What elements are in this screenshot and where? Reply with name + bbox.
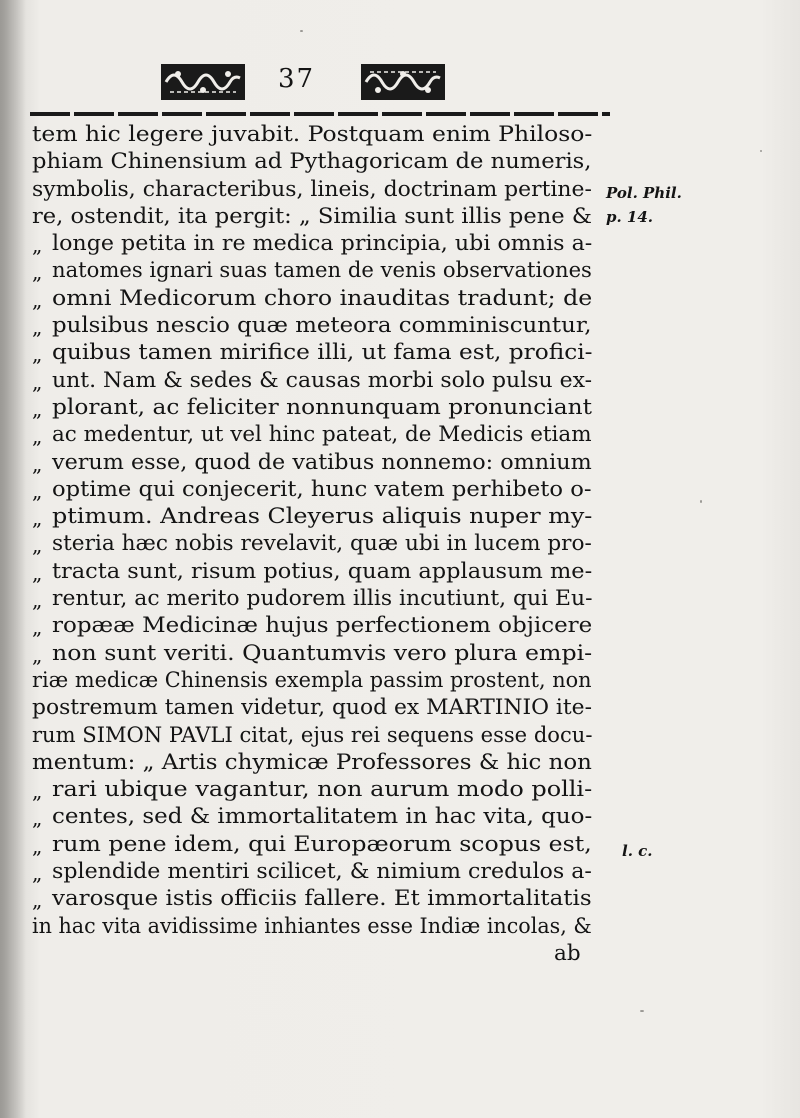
line-text: unt. Nam & sedes & causas morbi solo pulsu ex- [52, 367, 592, 393]
page-number: 37 [278, 64, 316, 94]
text-line [32, 913, 592, 940]
text-line [32, 503, 592, 530]
line-text: varosque istis officiis fallere. Et immortalitatis [52, 886, 592, 912]
text-line [32, 203, 592, 230]
text-line [32, 476, 592, 503]
line-text: ac medentur, ut vel hinc pateat, de Medicis etiam [52, 422, 592, 448]
line-text: ab [554, 940, 581, 966]
text-line [32, 530, 592, 557]
line-text: phiam Chinensium ad Pythagoricam de numeris, [32, 149, 592, 175]
quote-mark-icon: „ [32, 424, 43, 449]
text-line [32, 612, 592, 639]
text-line [32, 749, 592, 776]
quote-mark-icon: „ [32, 315, 43, 340]
quote-mark-icon: „ [32, 642, 43, 667]
text-line [32, 558, 592, 585]
quote-mark-icon: „ [32, 478, 43, 503]
text-line [32, 722, 592, 749]
quote-mark-icon: „ [32, 287, 43, 312]
line-text: rum SIMON PAVLI citat, ejus rei sequens esse docu- [32, 722, 593, 748]
line-text: longe petita in re medica principia, ubi omnis a- [52, 231, 593, 257]
line-text: plorant, ac feliciter nonnunquam pronunciant [52, 394, 592, 420]
text-line [32, 694, 592, 721]
line-text: omni Medicorum choro inauditas tradunt; de [52, 285, 593, 311]
line-text: symbolis, characteribus, lineis, doctrinam pertine- [32, 176, 592, 202]
quote-mark-icon: „ [32, 615, 43, 640]
text-line [32, 312, 592, 339]
quote-mark-icon: „ [32, 369, 43, 394]
quote-mark-icon: „ [32, 560, 43, 585]
text-line [32, 148, 592, 175]
quote-mark-icon: „ [32, 533, 43, 558]
text-line [32, 257, 592, 284]
quote-mark-icon: „ [32, 233, 43, 258]
text-line [32, 367, 592, 394]
line-text: mentum: „ Artis chymicæ Professores & hic non [32, 749, 592, 775]
line-text: tracta sunt, risum potius, quam applausum me- [52, 558, 593, 584]
paper-speck [640, 1010, 644, 1012]
body-text [32, 121, 592, 967]
quote-mark-icon: „ [32, 588, 43, 613]
quote-mark-icon: „ [32, 451, 43, 476]
line-text: ptimum. Andreas Cleyerus aliquis nuper my- [52, 504, 593, 530]
text-line [32, 885, 592, 912]
text-line [32, 421, 592, 448]
quote-mark-icon: „ [32, 396, 43, 421]
quote-mark-icon: „ [32, 861, 43, 886]
paper-speck [760, 150, 762, 152]
text-line [32, 285, 592, 312]
text-line [32, 121, 592, 148]
header-rule [30, 112, 610, 116]
line-text: tem hic legere juvabit. Postquam enim Philoso- [32, 122, 593, 147]
quote-mark-icon: „ [32, 833, 43, 858]
line-text: ropææ Medicinæ hujus perfectionem objicere [52, 613, 593, 639]
page-header [160, 58, 460, 106]
quote-mark-icon: „ [32, 342, 43, 367]
text-line [32, 803, 592, 830]
line-text: non sunt veriti. Quantumvis vero plura empi- [52, 640, 593, 666]
line-text: rum pene idem, qui Europæorum scopus est, [52, 831, 592, 857]
line-text: steria hæc nobis revelavit, quæ ubi in lucem pro- [52, 531, 592, 557]
text-line [32, 831, 592, 858]
paper-speck [700, 500, 702, 503]
line-text: rentur, ac merito pudorem illis incutiunt, qui Eu- [52, 586, 593, 612]
quote-mark-icon: „ [32, 888, 43, 913]
quote-mark-icon: „ [32, 506, 43, 531]
paper-speck [300, 30, 303, 32]
line-text: rari ubique vagantur, non aurum modo polli- [52, 777, 593, 803]
line-text: verum esse, quod de vatibus nonnemo: omnium [52, 449, 592, 475]
line-text: centes, sed & immortalitatem in hac vita, quo- [52, 804, 593, 830]
line-text: natomes ignari suas tamen de venis observationes [52, 258, 592, 284]
text-line [32, 940, 592, 967]
quote-mark-icon: „ [32, 806, 43, 831]
left-ornament-icon [160, 62, 246, 102]
text-line [32, 394, 592, 421]
line-text: re, ostendit, ita pergit: „ Similia sunt illis pene & [32, 203, 592, 229]
quote-mark-icon: „ [32, 260, 43, 285]
line-text: splendide mentiri scilicet, & nimium credulos a- [52, 859, 592, 885]
text-line [32, 230, 592, 257]
line-text: pulsibus nescio quæ meteora comminiscuntur, [52, 313, 592, 339]
line-text: postremum tamen videtur, quod ex MARTINIO ite- [32, 695, 592, 721]
text-line [32, 449, 592, 476]
text-line [32, 339, 592, 366]
margin-note: Pol. Phil. [606, 184, 682, 202]
right-ornament-icon [360, 62, 446, 102]
line-text: optime qui conjecerit, hunc vatem perhibeto o- [52, 476, 592, 502]
text-line [32, 667, 592, 694]
text-line [32, 776, 592, 803]
quote-mark-icon: „ [32, 779, 43, 804]
line-text: in hac vita avidissime inhiantes esse Indiæ incolas, & [32, 913, 592, 939]
margin-note: p. 14. [606, 208, 654, 226]
line-text: quibus tamen mirifice illi, ut fama est, profici- [52, 340, 593, 366]
text-line [32, 858, 592, 885]
text-line [32, 585, 592, 612]
line-text: riæ medicæ Chinensis exempla passim prostent, non [32, 667, 592, 693]
margin-note: l. c. [622, 842, 653, 860]
text-line [32, 640, 592, 667]
binding-shadow [0, 0, 26, 1118]
text-line [32, 176, 592, 203]
